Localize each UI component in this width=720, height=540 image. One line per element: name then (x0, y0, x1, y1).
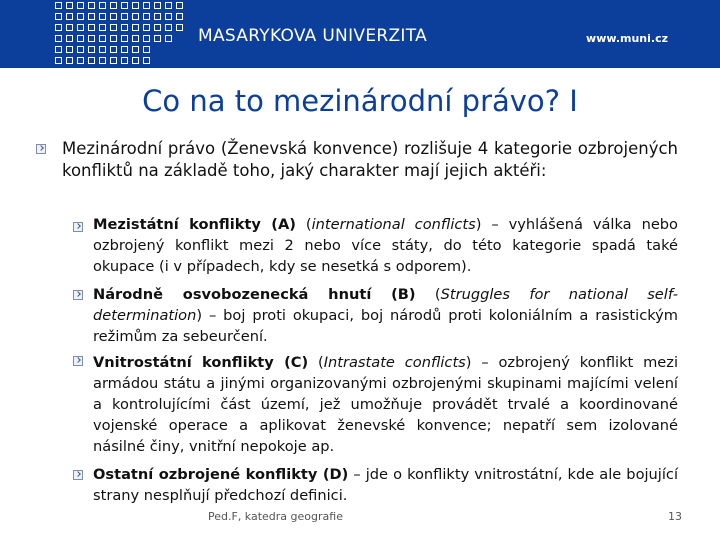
sub-bullet-pre: ( (308, 354, 324, 371)
sub-bullet-d (93, 464, 678, 506)
bullet-icon (36, 144, 46, 154)
logo-square (110, 13, 117, 20)
logo-square (99, 35, 106, 42)
logo-square (66, 24, 73, 31)
logo-square (143, 2, 150, 9)
logo-square (154, 35, 161, 42)
sub-bullet-bold: Národně osvobozenecká hnutí (B) (93, 286, 416, 303)
logo-square (154, 2, 161, 9)
logo-square (99, 46, 106, 53)
logo-square (77, 57, 84, 64)
page-number: 13 (668, 510, 682, 523)
logo-square (110, 35, 117, 42)
sub-bullet-bold: Mezistátní konflikty (A) (93, 216, 296, 233)
logo-square (66, 2, 73, 9)
university-url[interactable]: www.muni.cz (586, 32, 668, 45)
logo-square (132, 35, 139, 42)
logo-square (154, 24, 161, 31)
sub-bullet-bold: Vnitrostátní konflikty (C) (93, 354, 309, 371)
logo-square (121, 24, 128, 31)
bullet-icon (73, 356, 83, 366)
logo-square (110, 2, 117, 9)
header-bar (0, 0, 720, 68)
logo-square (99, 2, 106, 9)
logo-square (132, 24, 139, 31)
logo-square (143, 46, 150, 53)
logo-square (55, 24, 62, 31)
logo-square (143, 35, 150, 42)
sub-bullet-b (93, 284, 678, 347)
logo-square (143, 13, 150, 20)
bullet-icon (73, 290, 83, 300)
logo-square (99, 57, 106, 64)
sub-bullet-post: ) – ozbrojený konflikt mezi armádou státu a jinými organizovanými ozbrojenými skupinami majícími velení a kontrolujícími část území, jež umožňuje provádět trvalé a koordinované vojenské operace a aplikovat ženevské konvence; nepatří sem izolované násilné činy, vnitřní nepokoje ap. (93, 354, 678, 455)
logo-square (121, 2, 128, 9)
logo-square (176, 2, 183, 9)
logo-square (88, 13, 95, 20)
sub-bullet-bold: Ostatní ozbrojené konflikty (D) (93, 466, 349, 483)
logo-square (55, 13, 62, 20)
logo-square (99, 24, 106, 31)
logo-square (176, 24, 183, 31)
logo-square (55, 35, 62, 42)
logo-square (121, 57, 128, 64)
logo-square (88, 35, 95, 42)
slide-title: Co na to mezinárodní právo? I (142, 84, 578, 118)
logo-square (88, 2, 95, 9)
logo-square (165, 24, 172, 31)
logo-square (154, 13, 161, 20)
sub-bullet-pre: ( (415, 286, 441, 303)
logo-square (165, 2, 172, 9)
logo-square (66, 35, 73, 42)
university-name: MASARYKOVA UNIVERZITA (198, 26, 428, 46)
logo-square (110, 57, 117, 64)
logo-square (66, 13, 73, 20)
logo-square (77, 2, 84, 9)
logo-square (132, 46, 139, 53)
logo-square (77, 24, 84, 31)
main-bullet-text: Mezinárodní právo (Ženevská konvence) rozlišuje 4 kategorie ozbrojených konfliktů na základě toho, jaký charakter mají jejich aktéři: (62, 139, 678, 180)
logo-square (143, 57, 150, 64)
logo-square (121, 13, 128, 20)
logo-square (121, 46, 128, 53)
sub-bullet-post: ) – boj proti okupaci, boj národů proti koloniálním a rasistickým režimům za sebeurčení. (93, 307, 678, 345)
logo-square (110, 24, 117, 31)
sub-bullet-pre: ( (295, 216, 312, 233)
logo-square (66, 46, 73, 53)
logo-square (88, 57, 95, 64)
logo-square (55, 57, 62, 64)
logo-square (77, 13, 84, 20)
logo-square (88, 24, 95, 31)
sub-bullet-post: ) – vyhlášená válka nebo ozbrojený konflikt mezi 2 nebo více státy, do této kategorie spadá také okupace (i v případech, kdy se nesetká s odporem). (93, 216, 678, 275)
logo-square (66, 57, 73, 64)
logo-square (55, 2, 62, 9)
bullet-icon (73, 470, 83, 480)
logo-square (165, 35, 172, 42)
sub-bullet-a (93, 214, 678, 277)
logo-square (132, 13, 139, 20)
logo-square (121, 35, 128, 42)
sub-bullet-italic: international conflicts (311, 216, 476, 233)
logo-square (143, 24, 150, 31)
sub-bullet-italic: Struggles for national self-determination (93, 286, 678, 324)
logo-square (77, 46, 84, 53)
logo-square (132, 2, 139, 9)
university-logo-grid (55, 2, 185, 72)
logo-square (165, 13, 172, 20)
logo-square (110, 46, 117, 53)
logo-square (99, 13, 106, 20)
logo-square (132, 57, 139, 64)
bullet-icon (73, 222, 83, 232)
sub-bullet-italic: Intrastate conflicts (323, 354, 466, 371)
logo-square (176, 13, 183, 20)
logo-square (55, 46, 62, 53)
footer-text: Ped.F, katedra geografie (208, 510, 343, 523)
sub-bullet-pre: – jde o konflikty vnitrostátní, kde ale bojující strany nesplňují předchozí definici. (93, 466, 678, 504)
logo-square (88, 46, 95, 53)
sub-bullet-c (93, 352, 678, 457)
logo-square (77, 35, 84, 42)
